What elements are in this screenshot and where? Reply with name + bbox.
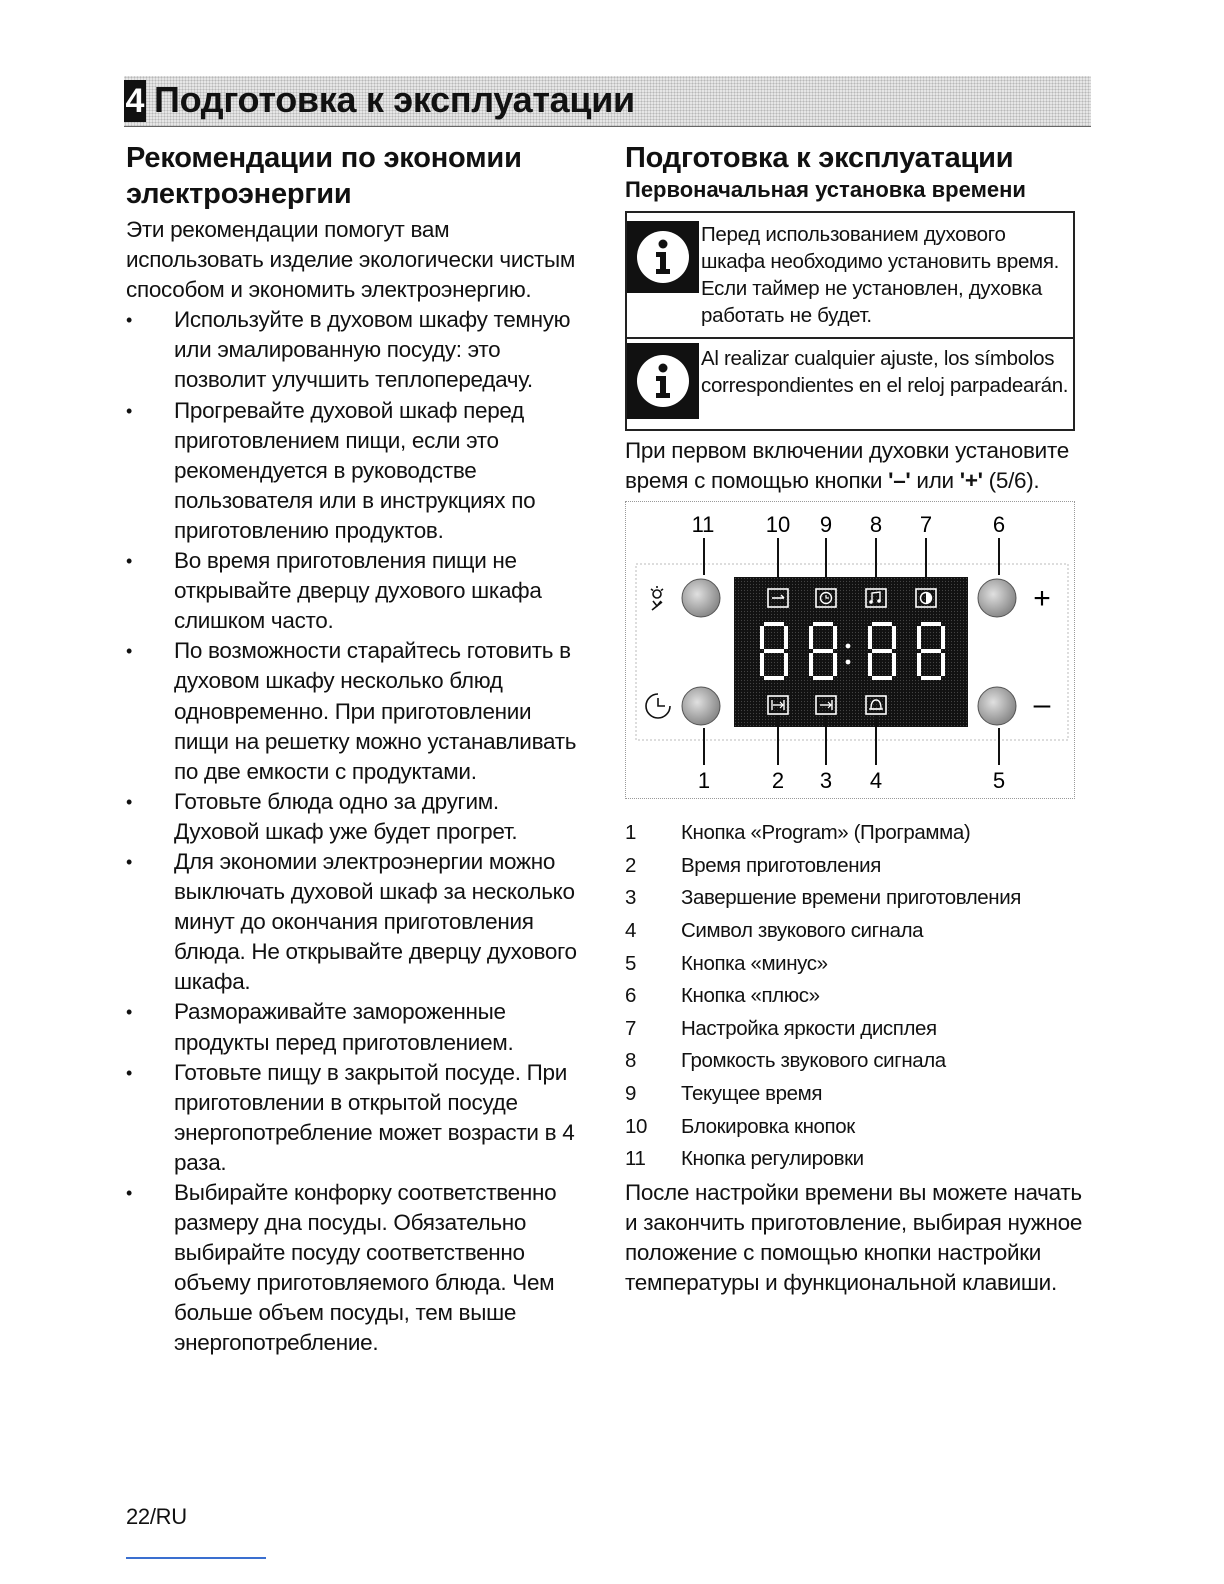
callout-label-5: 5	[992, 768, 1006, 794]
intro-or: или	[910, 468, 960, 494]
display-colon-top	[846, 644, 851, 649]
footer-rule	[126, 1557, 266, 1559]
clock-timer-icon	[646, 694, 670, 718]
intro-text: При первом включении духовки установите время с помощью кнопки	[625, 438, 1069, 494]
adjust-settings-icon	[651, 586, 663, 610]
right-column	[625, 140, 1085, 1298]
energy-saving-heading-line1: Рекомендации по экономии	[126, 142, 522, 174]
legend-item	[625, 850, 1085, 883]
callout-label-2: 2	[771, 768, 785, 794]
legend-number: 1	[625, 821, 637, 845]
list-item: • Размораживайте замороженные продукты перед приготовлением.	[126, 997, 586, 1057]
legend-number: 7	[625, 1016, 637, 1040]
legend-number: 8	[625, 1049, 637, 1073]
legend-number: 5	[625, 951, 637, 975]
callout-label-7: 7	[919, 512, 933, 538]
info-icon	[627, 343, 699, 419]
legend-item	[625, 980, 1085, 1013]
plus-key-label: '+'	[959, 468, 983, 494]
legend-text: Настройка яркости дисплея	[681, 1016, 937, 1040]
callout-label-1: 1	[697, 768, 711, 794]
callout-label-9: 9	[819, 512, 833, 538]
legend-number: 11	[625, 1147, 646, 1171]
time-setting-outro: После настройки времени вы можете начать и закончить приготовление, выбирая нужное положение с помощью кнопки настройки температуры и функциональной клавиши.	[625, 1179, 1083, 1295]
legend-number: 9	[625, 1081, 637, 1105]
energy-saving-heading	[126, 140, 586, 212]
chapter-number: 4	[125, 82, 145, 120]
adjust-knob[interactable]	[682, 579, 720, 617]
chapter-title: Подготовка к эксплуатации	[154, 79, 635, 120]
initial-time-setting-heading: Первоначальная установка времени	[625, 177, 1026, 202]
time-setting-intro	[625, 436, 1085, 496]
minus-symbol: –	[1033, 688, 1051, 722]
info-note	[627, 213, 1073, 337]
callout-label-8: 8	[869, 512, 883, 538]
plus-button[interactable]	[978, 579, 1016, 617]
legend-item	[625, 948, 1085, 981]
energy-saving-list	[126, 305, 586, 1358]
list-item: • Готовьте блюда одно за другим. Духовой шкаф уже будет прогрет.	[126, 787, 586, 847]
list-item: • Во время приготовления пищи не открывайте дверцу духового шкафа слишком часто.	[126, 546, 586, 636]
callout-label-10: 10	[765, 512, 791, 538]
minus-button[interactable]	[978, 687, 1016, 725]
info-note-text: Al realizar cualquier ajuste, los símbolos correspondientes en el reloj parpadearán.	[701, 347, 1069, 397]
legend-text: Кнопка регулировки	[681, 1147, 864, 1171]
list-item: • По возможности старайтесь готовить в духовом шкафу несколько блюд одновременно. При приготовлении пищи на решетку можно устанавливать по две емкости с продуктами.	[126, 636, 586, 786]
energy-saving-heading-line2: электроэнергии	[126, 178, 352, 210]
callout-label-11: 11	[691, 512, 715, 538]
list-item: • Для экономии электроэнергии можно выключать духовой шкаф за несколько минут до окончания приготовления блюда. Не открывайте дверцу духового шкафа.	[126, 847, 586, 997]
energy-saving-intro: Эти рекомендации помогут вам использовать изделие экологически чистым способом и экономить электроэнергию.	[126, 217, 576, 303]
legend-text: Кнопка «плюс»	[681, 984, 820, 1008]
legend-number: 2	[625, 853, 637, 877]
chapter-header	[124, 76, 1091, 127]
plus-symbol: +	[1033, 582, 1051, 616]
callout-label-4: 4	[869, 768, 883, 794]
legend-text: Завершение времени приготовления	[681, 886, 1021, 910]
legend-item	[625, 882, 1085, 915]
legend-text: Кнопка «минус»	[681, 951, 828, 975]
left-column	[126, 140, 586, 1359]
legend-number: 10	[625, 1114, 648, 1138]
legend-item	[625, 817, 1085, 850]
intro-ref: (5/6).	[982, 468, 1040, 494]
list-item: • Прогревайте духовой шкаф перед приготовлением пищи, если это рекомендуется в руководстве пользователя или в инструкциях по приготовлению продуктов.	[126, 396, 586, 546]
preparation-heading: Подготовка к эксплуатации	[625, 142, 1014, 174]
legend-item	[625, 1111, 1085, 1144]
control-panel-diagram	[625, 501, 1075, 799]
legend-item	[625, 1143, 1085, 1176]
control-panel-legend	[625, 817, 1085, 1176]
info-note	[627, 337, 1073, 429]
legend-text: Кнопка «Program» (Программа)	[681, 821, 971, 845]
info-note-text: Перед использованием духового шкафа необходимо установить время. Если таймер не установлен, духовка работать не будет.	[701, 223, 1060, 327]
legend-text: Блокировка кнопок	[681, 1114, 855, 1138]
program-knob[interactable]	[682, 687, 720, 725]
info-icon	[627, 221, 699, 293]
legend-item	[625, 1078, 1085, 1111]
display-colon-bottom	[846, 660, 851, 665]
page-number: 22/RU	[126, 1504, 187, 1529]
callout-label-3: 3	[819, 768, 833, 794]
list-item: • Готовьте пищу в закрытой посуде. При приготовлении в открытой посуде энергопотребление может возрасти в 4 раза.	[126, 1058, 586, 1178]
info-notes	[625, 211, 1075, 431]
legend-text: Громкость звукового сигнала	[681, 1049, 946, 1073]
legend-item	[625, 915, 1085, 948]
legend-number: 6	[625, 984, 637, 1008]
legend-text: Время приготовления	[681, 853, 881, 877]
legend-item	[625, 1013, 1085, 1046]
legend-text: Символ звукового сигнала	[681, 918, 924, 942]
minus-key-label: '–'	[888, 468, 911, 494]
legend-text: Текущее время	[681, 1081, 823, 1105]
list-item: • Выбирайте конфорку соответственно размеру дна посуды. Обязательно выбирайте посуду соответственно объему приготовляемого блюда. Чем больше объем посуды, тем выше энергопотребление.	[126, 1178, 586, 1359]
legend-number: 3	[625, 886, 637, 910]
list-item: • Используйте в духовом шкафу темную или эмалированную посуду: это позволит улучшить теплопередачу.	[126, 305, 586, 395]
legend-number: 4	[625, 918, 637, 942]
legend-item	[625, 1045, 1085, 1078]
callout-label-6: 6	[992, 512, 1006, 538]
